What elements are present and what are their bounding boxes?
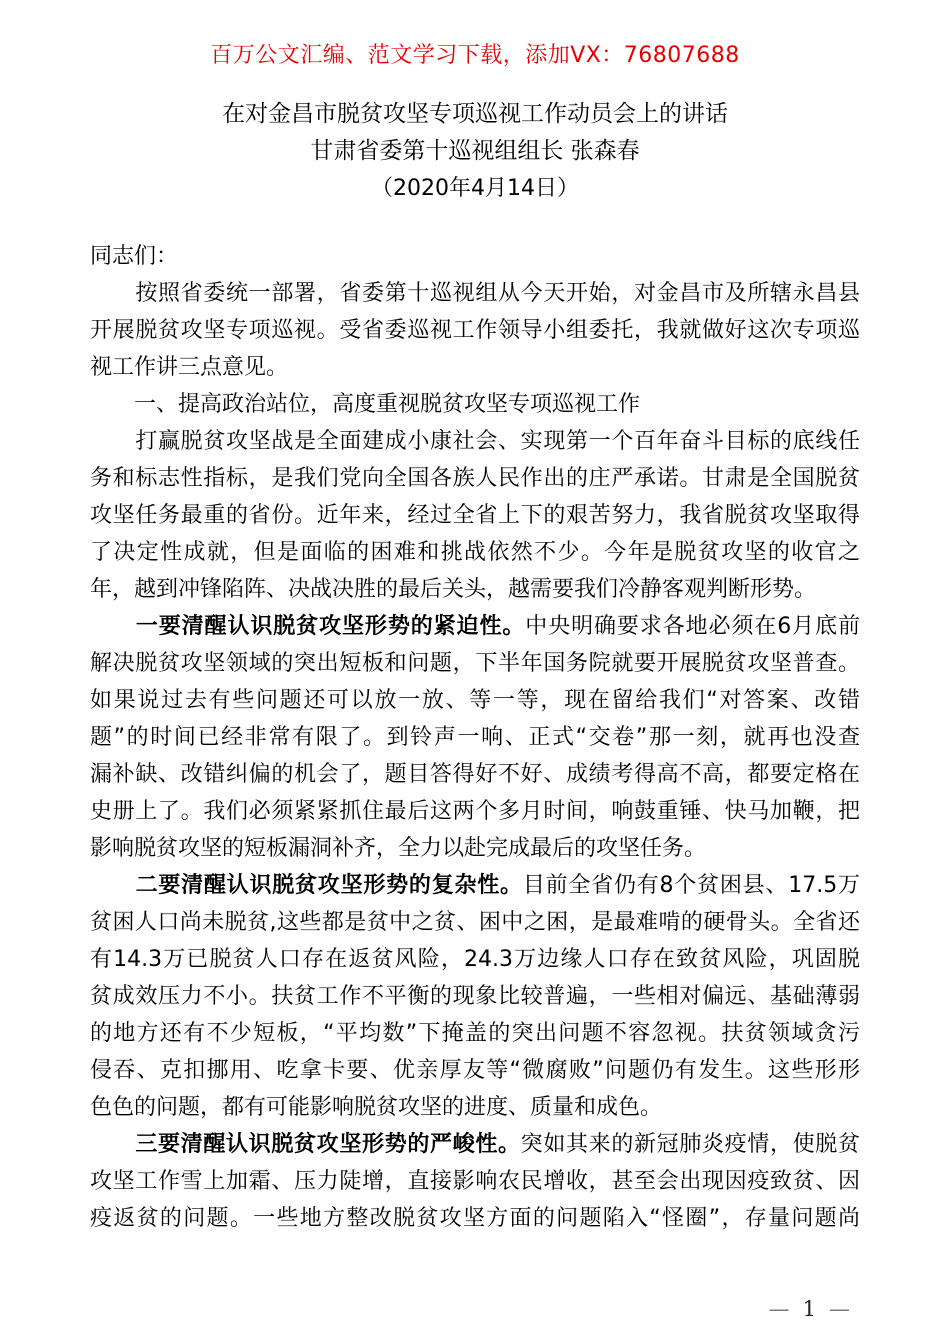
text-segment: 突如其来的新冠肺炎疫情，使脱贫 xyxy=(520,1132,860,1157)
text-line xyxy=(90,645,860,682)
document-title: 在对金昌市脱贫攻坚专项巡视工作动员会上的讲话 xyxy=(222,101,728,127)
text-line xyxy=(90,682,860,719)
text-line xyxy=(90,386,860,423)
text-line xyxy=(90,830,860,867)
text-line xyxy=(90,941,860,978)
text-line xyxy=(90,534,860,571)
text-line xyxy=(90,719,860,756)
text-segment: 影响脱贫攻坚的短板漏洞补齐，全力以赴完成最后的攻坚任务。 xyxy=(90,836,707,861)
text-line xyxy=(90,1089,860,1126)
page-number-right-dash: — xyxy=(829,1297,850,1321)
document-date: （2020年4月14日） xyxy=(371,176,579,201)
text-line xyxy=(90,497,860,534)
text-segment: 有14.3万已脱贫人口存在返贫风险，24.3万边缘人口存在致贫风险，巩固脱 xyxy=(90,947,860,972)
text-line xyxy=(90,904,860,941)
text-segment: 打赢脱贫攻坚战是全面建成小康社会、实现第一个百年奋斗目标的底线任 xyxy=(90,429,860,454)
text-segment: 视工作讲三点意见。 xyxy=(90,355,289,380)
text-line xyxy=(90,867,860,904)
text-segment: 疫返贫的问题。一些地方整改脱贫攻坚方面的问题陷入“怪圈”，存量问题尚 xyxy=(90,1206,860,1231)
text-line xyxy=(90,349,860,386)
text-line xyxy=(90,1015,860,1052)
text-line xyxy=(90,978,860,1015)
text-segment xyxy=(90,1132,135,1157)
text-line xyxy=(90,1052,860,1089)
text-line xyxy=(90,1200,860,1237)
text-line xyxy=(90,275,860,312)
bold-run-in-heading: 三要清醒认识脱贫攻坚形势的严峻性。 xyxy=(135,1132,521,1157)
text-segment: 同志们： xyxy=(90,244,179,269)
bold-run-in-heading: 一要清醒认识脱贫攻坚形势的紧迫性。 xyxy=(135,614,526,639)
text-segment xyxy=(90,614,136,639)
text-segment: 开展脱贫攻坚专项巡视。受省委巡视工作领导小组委托，我就做好这次专项巡 xyxy=(90,318,860,343)
text-segment: 贫成效压力不小。扶贫工作不平衡的现象比较普遍，一些相对偏远、基础薄弱 xyxy=(90,984,860,1009)
text-segment: 一、提高政治站位，高度重视脱贫攻坚专项巡视工作 xyxy=(90,392,641,417)
text-line xyxy=(90,312,860,349)
promo-banner: 百万公文汇编、范文学习下载，添加VX：76807688 xyxy=(210,43,740,68)
text-line xyxy=(90,571,860,608)
text-segment: 了决定性成就，但是面临的困难和挑战依然不少。今年是脱贫攻坚的收官之 xyxy=(90,540,860,565)
text-segment: 年，越到冲锋陷阵、决战决胜的最后关头，越需要我们冷静客观判断形势。 xyxy=(90,577,817,602)
text-line xyxy=(90,460,860,497)
text-segment: 的地方还有不少短板，“平均数”下掩盖的突出问题不容忽视。扶贫领域贪污 xyxy=(90,1021,860,1046)
text-segment: 解决脱贫攻坚领域的突出短板和问题，下半年国务院就要开展脱贫攻坚普查。 xyxy=(90,651,860,676)
text-line xyxy=(90,1126,860,1163)
page-number-value: 1 xyxy=(802,1297,816,1321)
text-line xyxy=(90,238,860,275)
text-line xyxy=(90,423,860,460)
title-block xyxy=(0,96,950,207)
text-segment: 侵吞、克扣挪用、吃拿卡要、优亲厚友等“微腐败”问题仍有发生。这些形形 xyxy=(90,1058,860,1083)
text-segment: 攻坚任务最重的省份。近年来，经过全省上下的艰苦努力，我省脱贫攻坚取得 xyxy=(90,503,860,528)
document-body xyxy=(90,238,860,1237)
text-line xyxy=(90,793,860,830)
text-segment: 务和标志性指标，是我们党向全国各族人民作出的庄严承诺。甘肃是全国脱贫 xyxy=(90,466,860,491)
text-segment: 史册上了。我们必须紧紧抓住最后这两个多月时间，响鼓重锤、快马加鞭，把 xyxy=(90,799,860,824)
text-line xyxy=(90,608,860,645)
text-segment xyxy=(90,873,136,898)
bold-run-in-heading: 二要清醒认识脱贫攻坚形势的复杂性。 xyxy=(135,873,523,898)
text-segment: 漏补缺、改错纠偏的机会了，题目答得好不好、成绩考得高不高，都要定格在 xyxy=(90,762,860,787)
document-author: 甘肃省委第十巡视组组长 张森春 xyxy=(310,138,640,164)
text-segment: 题”的时间已经非常有限了。到铃声一响、正式“交卷”那一刻，就再也没查 xyxy=(90,725,860,750)
page-number xyxy=(769,1294,850,1324)
text-segment: 贫困人口尚未脱贫,这些都是贫中之贫、困中之困，是最难啃的硬骨头。全省还 xyxy=(90,910,860,935)
text-line xyxy=(90,756,860,793)
text-segment: 中央明确要求各地必须在6月底前 xyxy=(525,614,860,639)
page-number-left-dash: — xyxy=(768,1297,790,1321)
text-segment: 目前全省仍有8个贫困县、17.5万 xyxy=(522,873,860,898)
text-line xyxy=(90,1163,860,1200)
text-segment: 如果说过去有些问题还可以放一放、等一等，现在留给我们“对答案、改错 xyxy=(90,688,860,713)
text-segment: 色色的问题，都有可能影响脱贫攻坚的进度、质量和成色。 xyxy=(90,1095,663,1120)
text-segment: 按照省委统一部署，省委第十巡视组从今天开始，对金昌市及所辖永昌县 xyxy=(90,281,860,306)
text-segment: 攻坚工作雪上加霜、压力陡增，直接影响农民增收，甚至会出现因疫致贫、因 xyxy=(90,1169,860,1194)
